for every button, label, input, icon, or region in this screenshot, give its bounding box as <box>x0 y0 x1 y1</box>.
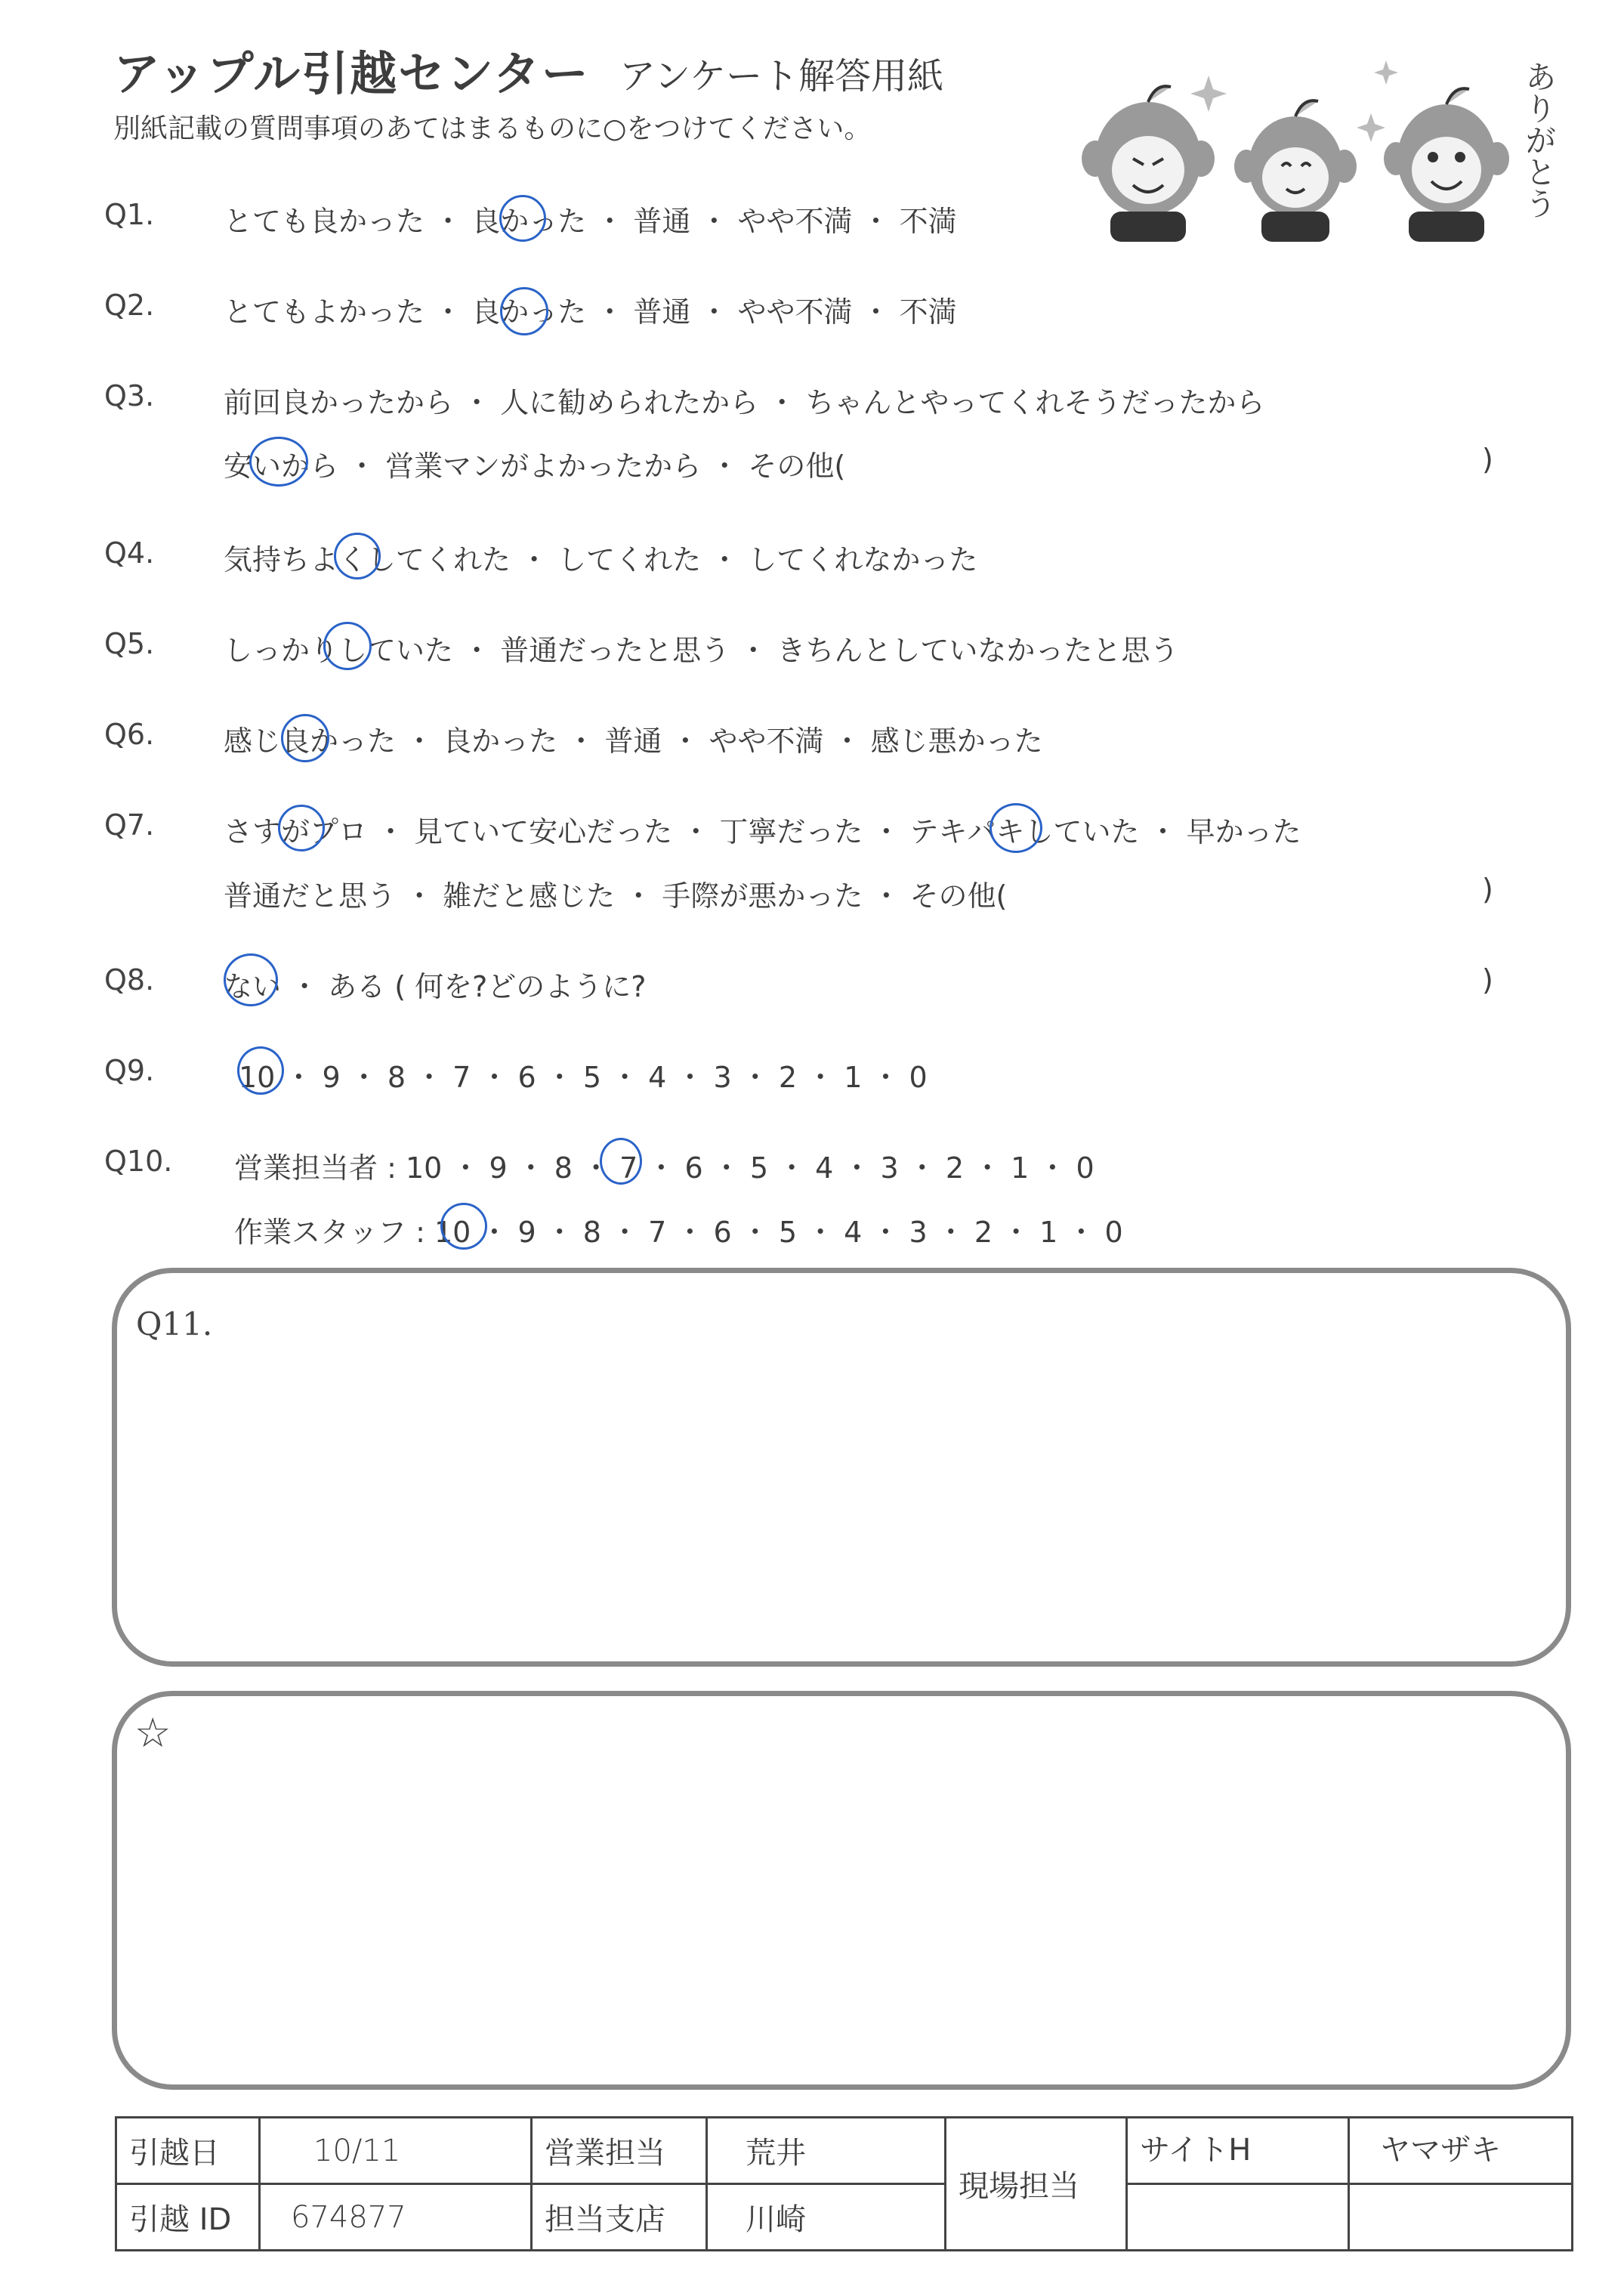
q2-options[interactable]: とてもよかった ・ 良かった ・ 普通 ・ やや不満 ・ 不満 <box>224 295 957 329</box>
move-date-label: 引越日 <box>116 2118 260 2184</box>
monkey-icon <box>1234 100 1357 242</box>
mascot-thanks-text: ありがとう <box>1521 60 1558 219</box>
q8-label: Q8. <box>104 963 155 997</box>
star-comment-box[interactable] <box>112 1691 1571 2090</box>
q7-label: Q7. <box>104 808 155 842</box>
field-staff-empty-2 <box>1349 2184 1573 2251</box>
q7-options-line2[interactable]: 普通だと思う ・ 雑だと感じた ・ 手際が悪かった ・ その他( <box>224 879 1008 913</box>
branch-value: 川崎 <box>707 2184 946 2251</box>
star-label: ☆ <box>134 1709 171 1757</box>
q7-options-line1[interactable]: さすがプロ ・ 見ていて安心だった ・ 丁寧だった ・ テキパキしていた ・ 早かった <box>224 815 1301 848</box>
answer-circle <box>249 437 308 487</box>
q11-comment-box[interactable] <box>112 1268 1571 1667</box>
instruction-text: 別紙記載の質問事項のあてはまるものに○をつけてください。 <box>113 113 872 144</box>
answer-circle <box>278 805 325 851</box>
branch-label: 担当支店 <box>532 2184 707 2251</box>
q8-close-paren: ) <box>1482 963 1493 997</box>
q6-options[interactable]: 感じ良かった ・ 良かった ・ 普通 ・ やや不満 ・ 感じ悪かった <box>224 725 1043 758</box>
monkey-icon <box>1384 88 1509 242</box>
q9-label: Q9. <box>104 1054 155 1087</box>
answer-circle <box>281 714 329 762</box>
answer-circle <box>224 953 278 1006</box>
q1-options[interactable]: とても良かった ・ 良かった ・ 普通 ・ やや不満 ・ 不満 <box>224 205 957 238</box>
q3-label: Q3. <box>104 379 155 413</box>
q10-sales-scale[interactable]: 営業担当者 : 10 ・ 9 ・ 8 ・ 7 ・ 6 ・ 5 ・ 4 ・ 3 ・ 2 ・ 1 ・ 0 <box>234 1151 1095 1185</box>
mascot-illustration <box>1039 53 1560 249</box>
q9-scale[interactable]: 10 ・ 9 ・ 8 ・ 7 ・ 6 ・ 5 ・ 4 ・ 3 ・ 2 ・ 1 ・ 0 <box>239 1061 928 1094</box>
form-title: アップル引越センター <box>113 46 590 101</box>
field-staff-1: サイトH <box>1127 2118 1349 2184</box>
q8-options[interactable]: ない ・ ある ( 何を?どのように? <box>224 970 647 1003</box>
q3-options-line1[interactable]: 前回良かったから ・ 人に勧められたから ・ ちゃんとやってくれそうだったから <box>224 386 1265 419</box>
q10-label: Q10. <box>104 1145 173 1178</box>
answer-circle <box>323 622 372 670</box>
monkey-icon <box>1082 86 1215 242</box>
q4-label: Q4. <box>104 536 155 570</box>
answer-circle <box>600 1138 642 1185</box>
answer-circle <box>334 533 381 579</box>
q11-label: Q11. <box>136 1306 213 1343</box>
answer-circle <box>440 1203 487 1250</box>
answer-circle <box>237 1046 284 1095</box>
q5-options[interactable]: しっかりしていた ・ 普通だったと思う ・ きちんとしていなかったと思う <box>224 634 1179 667</box>
q1-label: Q1. <box>104 198 155 231</box>
answer-circle <box>499 195 546 242</box>
form-subtitle: アンケート解答用紙 <box>619 55 944 97</box>
q10-staff-scale[interactable]: 作業スタッフ : 10 ・ 9 ・ 8 ・ 7 ・ 6 ・ 5 ・ 4 ・ 3 ・ 2 ・ 1 ・ 0 <box>234 1216 1123 1249</box>
q5-label: Q5. <box>104 627 155 660</box>
field-staff-empty-1 <box>1127 2184 1349 2251</box>
sales-rep-value: 荒井 <box>707 2118 946 2184</box>
field-staff-2: ヤマザキ <box>1349 2118 1573 2184</box>
footer-info-table <box>115 2116 1573 2251</box>
move-id-label: 引越 ID <box>116 2184 260 2251</box>
sales-rep-label: 営業担当 <box>532 2118 707 2184</box>
answer-circle <box>990 803 1042 853</box>
answer-circle <box>500 287 548 335</box>
q4-options[interactable]: 気持ちよくしてくれた ・ してくれた ・ してくれなかった <box>224 543 978 576</box>
move-date-value: 10/11 <box>260 2118 532 2184</box>
q3-close-paren: ) <box>1482 443 1493 476</box>
q2-label: Q2. <box>104 289 155 322</box>
move-id-value: 674877 <box>260 2184 532 2251</box>
q6-label: Q6. <box>104 718 155 751</box>
q7-close-paren: ) <box>1482 873 1493 906</box>
field-staff-label: 現場担当 <box>946 2118 1127 2251</box>
q3-options-line2[interactable]: 安いから ・ 営業マンがよかったから ・ その他( <box>224 450 846 483</box>
